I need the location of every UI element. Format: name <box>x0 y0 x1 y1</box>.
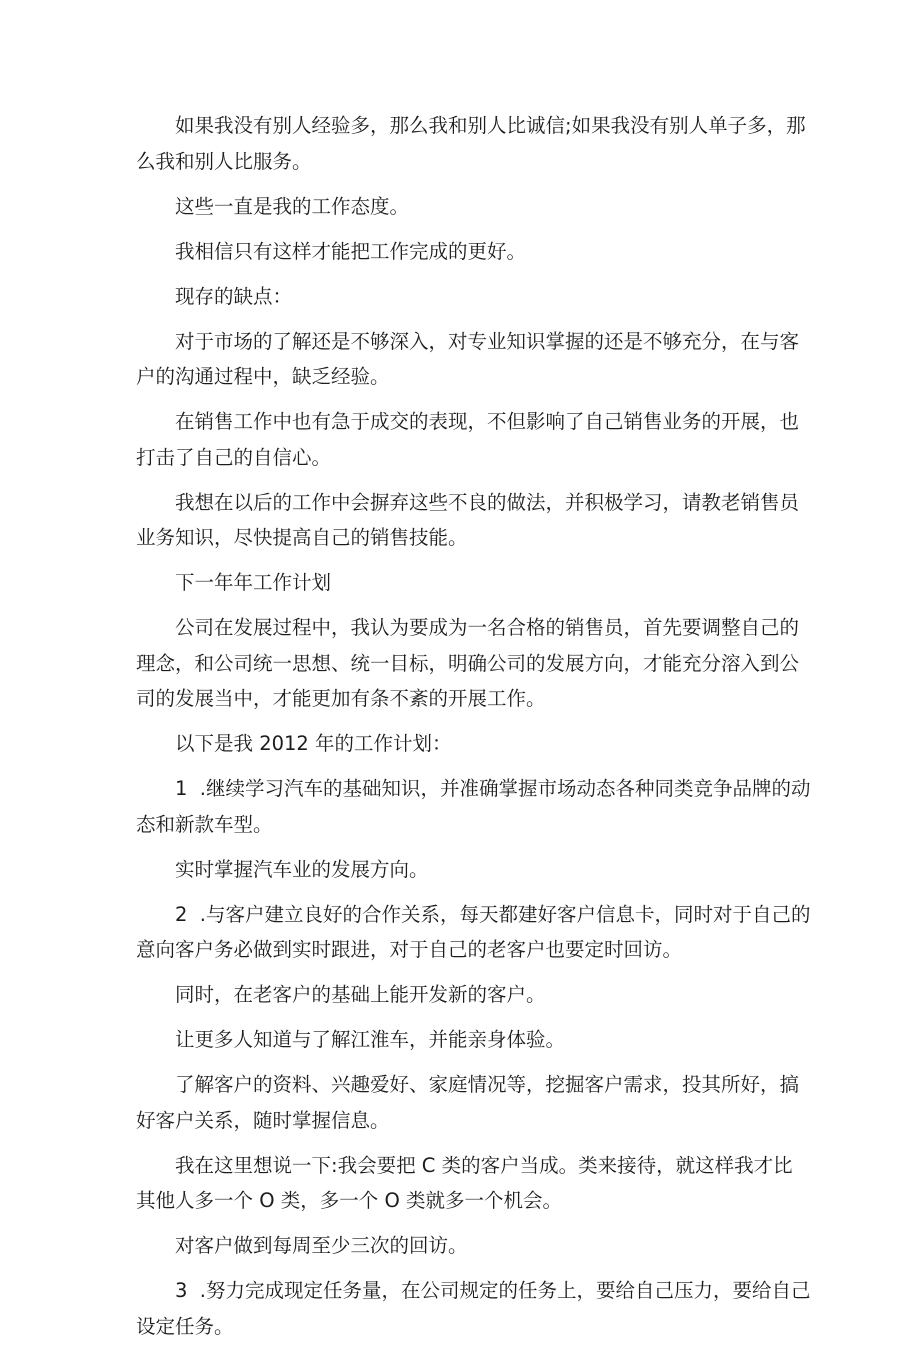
paragraph-10: 以下是我 2012 年的工作计划： <box>175 732 452 755</box>
paragraph-7: 我想在以后的工作中会摒弃这些不良的做法，并积极学习，请教老销售员业务知识，尽快提高自己的销售技能。 <box>136 490 800 549</box>
plan-item-3: 3 .努力完成现定任务量，在公司规定的任务上，要给自己压力，要给自己设定任务。 <box>136 1279 811 1338</box>
section-heading-work-plan: 下一年年工作计划 <box>175 571 332 594</box>
paragraph-9: 公司在发展过程中，我认为要成为一名合格的销售员，首先要调整自己的理念，和公司统一思想、统一目标，明确公司的发展方向，才能充分溶入到公司的发展当中，才能更加有条不紊的开展工作。 <box>136 616 800 710</box>
paragraph-5: 对于市场的了解还是不够深入，对专业知识掌握的还是不够充分，在与客户的沟通过程中，缺乏经验。 <box>136 329 800 388</box>
paragraph-14: 同时，在老客户的基础上能开发新的客户。 <box>175 983 546 1006</box>
paragraph-12: 实时掌握汽车业的发展方向。 <box>175 857 429 881</box>
section-heading-shortcomings: 现存的缺点： <box>175 284 293 308</box>
paragraph-3: 我相信只有这样才能把工作完成的更好。 <box>175 239 527 263</box>
paragraph-18: 对客户做到每周至少三次的回访。 <box>175 1234 468 1257</box>
paragraph-1: 如果我没有别人经验多，那么我和别人比诚信;如果我没有别人单子多，那么我和别人比服务。 <box>136 114 806 173</box>
paragraph-15: 让更多人知道与了解江淮车，并能亲身体验。 <box>175 1028 566 1051</box>
paragraph-16: 了解客户的资料、兴趣爱好、家庭情况等，挖掘客户需求，投其所好，搞好客户关系，随时掌握信息。 <box>136 1073 800 1132</box>
paragraph-2: 这些一直是我的工作态度。 <box>175 194 410 218</box>
plan-item-2: 2 .与客户建立良好的合作关系，每天都建好客户信息卡，同时对于自己的意向客户务必做到实时跟进，对于自己的老客户也要定时回访。 <box>136 902 811 961</box>
document-body <box>136 108 812 1354</box>
plan-item-1: 1 .继续学习汽车的基础知识，并准确掌握市场动态各种同类竞争品牌的动态和新款车型。 <box>136 777 811 836</box>
paragraph-17: 我在这里想说一下:我会要把 C 类的客户当成。类来接待，就这样我才比其他人多一个 O 类，多一个 O 类就多一个机会。 <box>136 1153 793 1212</box>
paragraph-6: 在销售工作中也有急于成交的表现，不但影响了自己销售业务的开展，也打击了自己的自信心。 <box>136 410 800 469</box>
